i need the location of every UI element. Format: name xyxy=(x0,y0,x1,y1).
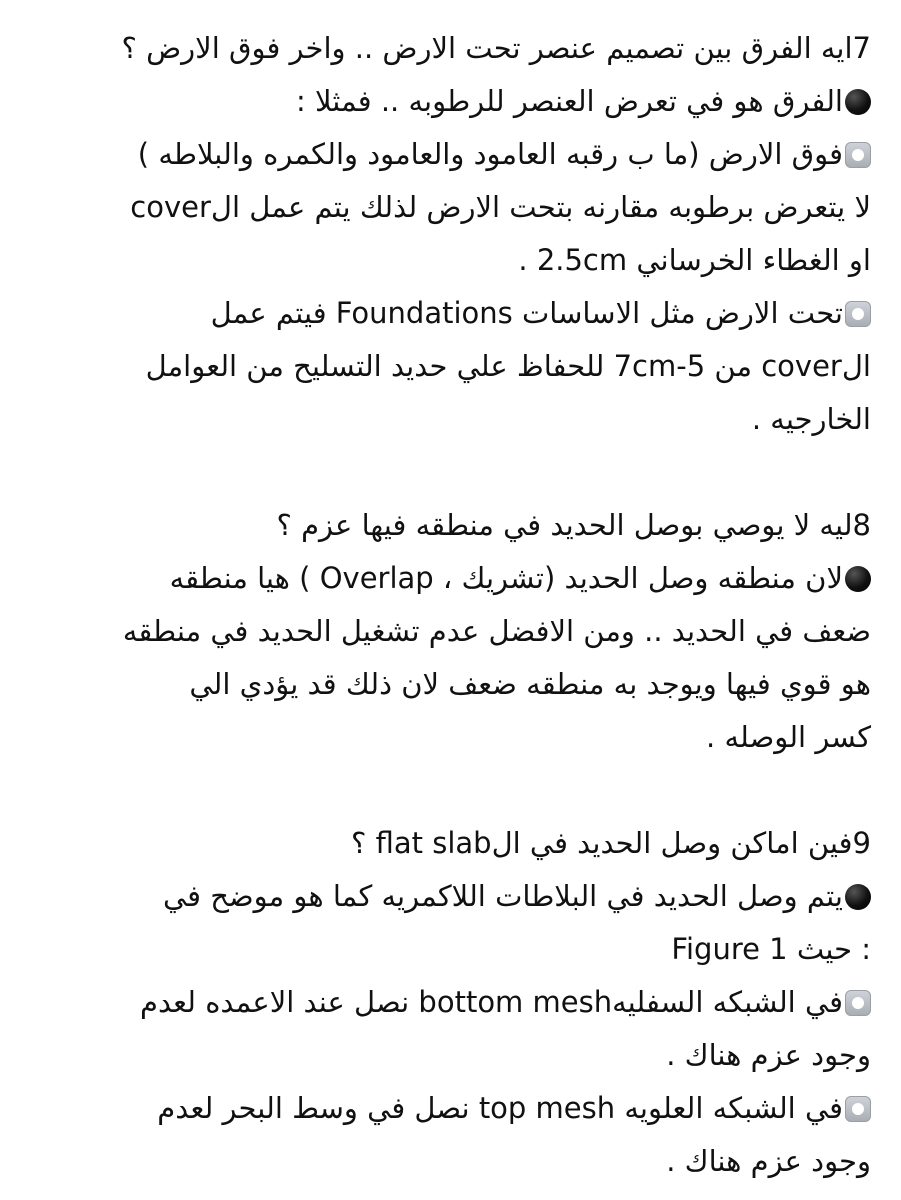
line-text: هو قوي فيها ويوجد به منطقه ضعف لان ذلك قد يؤدي الي xyxy=(189,667,871,701)
line-text: يتم وصل الحديد في البلاطات اللاكمريه كما هو موضح في xyxy=(163,879,843,913)
line-text: Figure 1 حيث : xyxy=(671,932,871,966)
paragraph-gap xyxy=(38,446,871,499)
text-line xyxy=(38,658,871,711)
line-text: الcover من 5-7cm للحفاظ علي حديد التسليح من العوامل xyxy=(145,349,871,383)
line-text: وجود عزم هناك . xyxy=(666,1038,871,1072)
line-text: 7ايه الفرق بين تصميم عنصر تحت الارض .. واخر فوق الارض ؟ xyxy=(121,31,871,65)
answer-line xyxy=(38,870,871,923)
text-line xyxy=(38,393,871,446)
line-text: الخارجيه . xyxy=(751,402,871,436)
line-text: تحت الارض مثل الاساسات Foundations فيتم عمل xyxy=(210,296,843,330)
black-circle-icon xyxy=(845,89,871,115)
point-line xyxy=(38,128,871,181)
line-text: 9فين اماكن وصل الحديد في الflat slab ؟ xyxy=(350,826,871,860)
line-text: لان منطقه وصل الحديد (تشريك ، Overlap ) هيا منطقه xyxy=(169,561,843,595)
line-text: كسر الوصله . xyxy=(706,720,871,754)
answer-line xyxy=(38,75,871,128)
line-text: ضعف في الحديد .. ومن الافضل عدم تشغيل الحديد في منطقه xyxy=(122,614,871,648)
line-text: في الشبكه العلويه top mesh نصل في وسط البحر لعدم xyxy=(157,1091,843,1125)
black-circle-icon xyxy=(845,884,871,910)
radio-button-icon xyxy=(845,301,871,327)
line-text: الفرق هو في تعرض العنصر للرطوبه .. فمثلا : xyxy=(295,84,843,118)
radio-button-icon xyxy=(845,990,871,1016)
text-line xyxy=(38,1135,871,1188)
line-text: او الغطاء الخرساني 2.5cm . xyxy=(518,243,871,277)
text-line xyxy=(38,234,871,287)
text-line xyxy=(38,923,871,976)
text-line xyxy=(38,340,871,393)
black-circle-icon xyxy=(845,566,871,592)
answer-line xyxy=(38,552,871,605)
line-text: في الشبكه السفليهbottom mesh نصل عند الاعمده لعدم xyxy=(140,985,843,1019)
text-line xyxy=(38,1029,871,1082)
radio-button-icon xyxy=(845,142,871,168)
line-text: وجود عزم هناك . xyxy=(666,1144,871,1178)
text-line xyxy=(38,711,871,764)
radio-button-icon xyxy=(845,1096,871,1122)
line-text: 8ليه لا يوصي بوصل الحديد في منطقه فيها عزم ؟ xyxy=(276,508,871,542)
paragraph-gap xyxy=(38,764,871,817)
line-text: لا يتعرض برطوبه مقارنه بتحت الارض لذلك يتم عمل الcover xyxy=(130,190,871,224)
question-line xyxy=(38,817,871,870)
question-line xyxy=(38,22,871,75)
point-line xyxy=(38,1082,871,1135)
question-line xyxy=(38,499,871,552)
point-line xyxy=(38,287,871,340)
text-line xyxy=(38,605,871,658)
point-line xyxy=(38,976,871,1029)
text-line xyxy=(38,181,871,234)
line-text: فوق الارض (ما ب رقبه العامود والعامود والكمره والبلاطه ) xyxy=(137,137,843,171)
